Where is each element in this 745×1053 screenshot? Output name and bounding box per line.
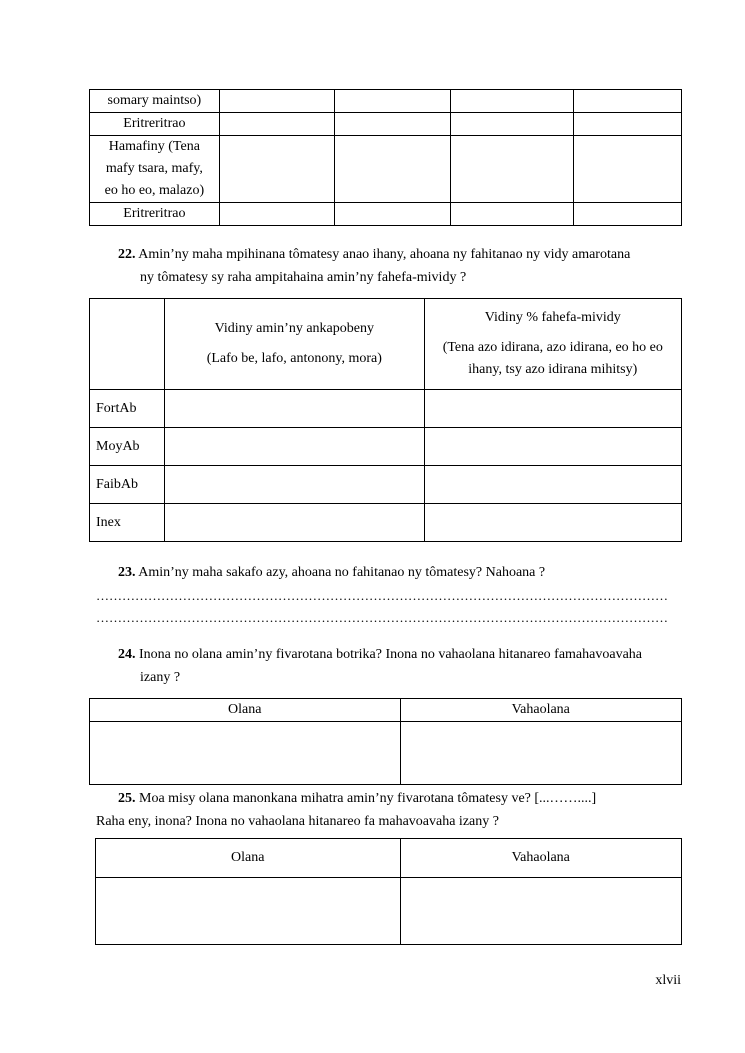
row-label: MoyAb [90, 428, 165, 466]
column-header [165, 299, 425, 390]
question-number: 24. [118, 647, 136, 662]
column-header: Olana [96, 839, 401, 878]
table-cell [335, 203, 451, 226]
table-cell [574, 203, 682, 226]
table-cell [165, 428, 425, 466]
problems-solutions-table [95, 838, 682, 945]
table-cell [165, 466, 425, 504]
page-number: xlvii [655, 973, 681, 988]
row-label: FaibAb [90, 466, 165, 504]
table-cell [450, 136, 574, 203]
row-label: Eritreritrao [90, 203, 220, 226]
table-cell [219, 136, 335, 203]
row-label: Inex [90, 504, 165, 542]
row-label: Eritreritrao [90, 113, 220, 136]
question-22 [118, 243, 681, 267]
table-cell [574, 90, 682, 113]
question-25 [118, 787, 596, 811]
column-title: Vidiny amin’ny ankapobeny [214, 321, 374, 336]
table-cell [335, 113, 451, 136]
table-cell [90, 722, 401, 785]
table-cell [424, 428, 681, 466]
question-number: 22. [118, 247, 136, 262]
question-text: Inona no olana amin’ny fivarotana botrika? Inona no vahaolana hitanareo famahavoavaha [139, 647, 643, 662]
price-table [89, 298, 682, 542]
table-cell [450, 90, 574, 113]
question-number: 25. [118, 791, 136, 806]
table-cell [335, 90, 451, 113]
table-cell [219, 203, 335, 226]
question-text: Amin’ny maha mpihinana tômatesy anao ihany, ahoana ny fahitanao ny vidy amarotana [138, 247, 631, 262]
table-cell [400, 878, 681, 945]
question-text: Moa misy olana manonkana mihatra amin’ny fivarotana tômatesy ve? [...……....] [139, 791, 597, 806]
question-24 [118, 643, 681, 667]
table-cell [574, 136, 682, 203]
question-24-line2: izany ? [140, 670, 181, 685]
column-header: Vahaolana [400, 839, 681, 878]
question-25-line2: Raha eny, inona? Inona no vahaolana hitanareo fa mahavoavaha izany ? [96, 814, 499, 829]
table-cell [90, 299, 165, 390]
table-cell [165, 390, 425, 428]
table-cell [574, 113, 682, 136]
table-cell [96, 878, 401, 945]
question-22-line2: ny tômatesy sy raha ampitahaina amin’ny fahefa-mividy ? [140, 270, 467, 285]
problems-solutions-table [89, 698, 682, 785]
column-subtitle: (Lafo be, lafo, antonony, mora) [206, 351, 382, 366]
table-cell [450, 113, 574, 136]
question-23 [118, 561, 545, 585]
table-cell [424, 504, 681, 542]
column-header: Olana [90, 699, 401, 722]
row-label: FortAb [90, 390, 165, 428]
question-number: 23. [118, 565, 136, 580]
table-cell [400, 722, 681, 785]
table-cell [219, 113, 335, 136]
table-cell [335, 136, 451, 203]
column-header: Vahaolana [400, 699, 681, 722]
rating-table-continued [89, 89, 682, 226]
table-cell [450, 203, 574, 226]
answer-dots-line: …………………………………………………………………………………………………………………… [96, 588, 668, 603]
table-cell [165, 504, 425, 542]
row-label: somary maintso) [90, 90, 220, 113]
column-header [424, 299, 681, 390]
table-cell [219, 90, 335, 113]
answer-dots-line: …………………………………………………………………………………………………………………… [96, 610, 668, 625]
table-cell [424, 390, 681, 428]
column-title: Vidiny % fahefa-mividy [484, 310, 621, 325]
row-label: Hamafiny (Tena mafy tsara, mafy, eo ho eo, malazo) [90, 136, 220, 203]
column-subtitle: (Tena azo idirana, azo idirana, eo ho eo ihany, tsy azo idirana mihitsy) [442, 340, 663, 377]
table-cell [424, 466, 681, 504]
question-text: Amin’ny maha sakafo azy, ahoana no fahitanao ny tômatesy? Nahoana ? [138, 565, 546, 580]
